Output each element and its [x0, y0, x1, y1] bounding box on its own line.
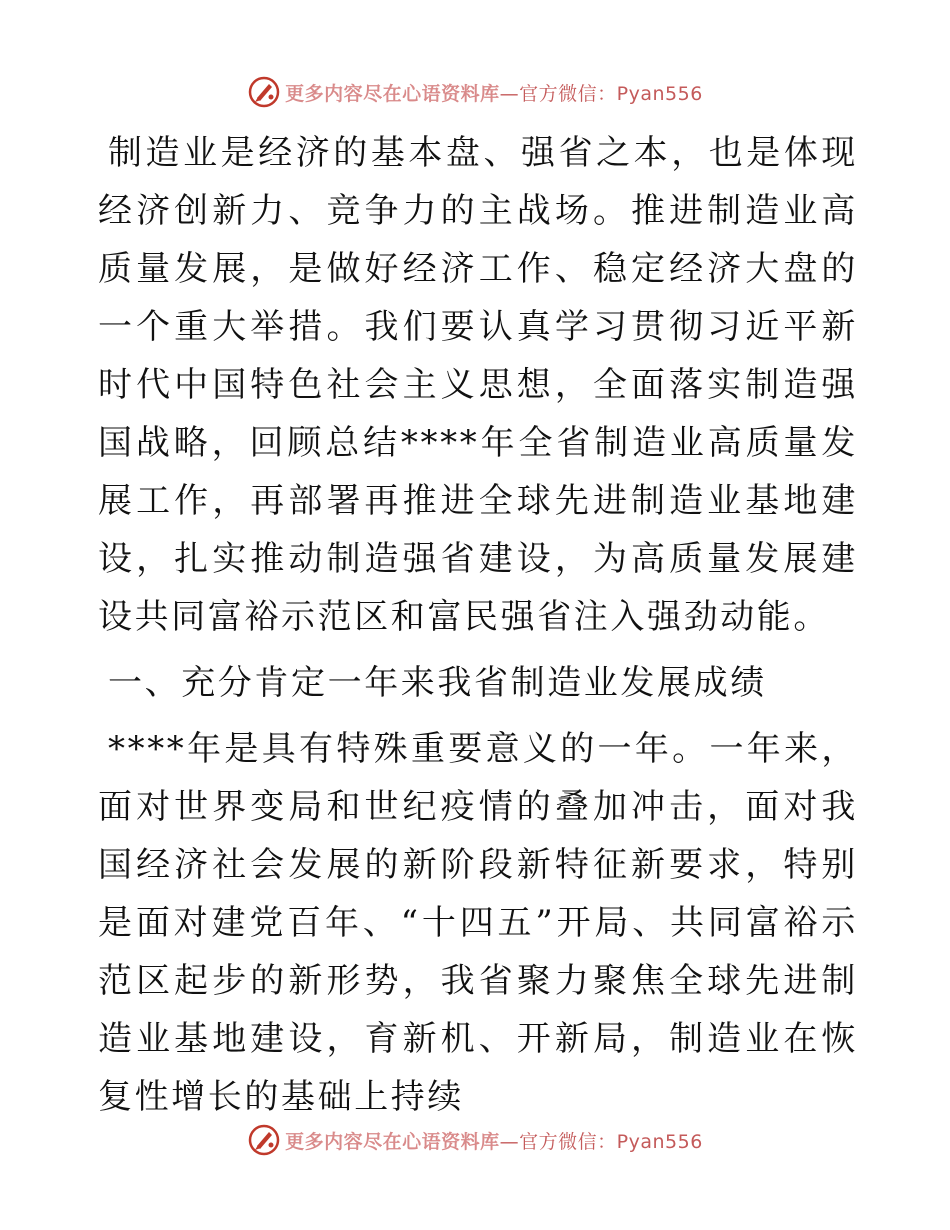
paragraph-intro: 制造业是经济的基本盘、强省之本，也是体现经济创新力、竞争力的主战场。推进制造业高质量发展，是做好经济工作、稳定经济大盘的一个重大举措。我们要认真学习贯彻习近平新时代中国特色社会主义思想，全面落实制造强国战略，回顾总结****年全省制造业高质量发展工作，再部署再推进全球先进制造业基地建设，扎实推动制造强省建设，为高质量发展建设共同富裕示范区和富民强省注入强劲动能。 [98, 133, 858, 637]
section-heading-1: 一、充分肯定一年来我省制造业发展成绩 [108, 663, 767, 703]
brand-logo-icon [247, 1123, 281, 1157]
footer-banner-sub: —官方微信：Pyan556 [499, 1130, 703, 1153]
paragraph-section-1: ****年是具有特殊重要意义的一年。一年来，面对世界变局和世纪疫情的叠加冲击，面对我国经济社会发展的新阶段新特征新要求，特别是面对建党百年、“十四五”开局、共同富裕示范区起步的新形势，我省聚力聚焦全球先进制造业基地建设，育新机、开新局，制造业在恢复性增长的基础上持续 [98, 729, 858, 1117]
header-banner-sub: —官方微信：Pyan556 [499, 82, 703, 105]
document-body [98, 124, 858, 1126]
header-banner [0, 72, 950, 112]
footer-banner-main: 更多内容尽在心语资料库 [285, 1130, 500, 1153]
brand-logo-icon [247, 75, 281, 109]
header-banner-main: 更多内容尽在心语资料库 [285, 82, 500, 105]
footer-banner [0, 1120, 950, 1160]
